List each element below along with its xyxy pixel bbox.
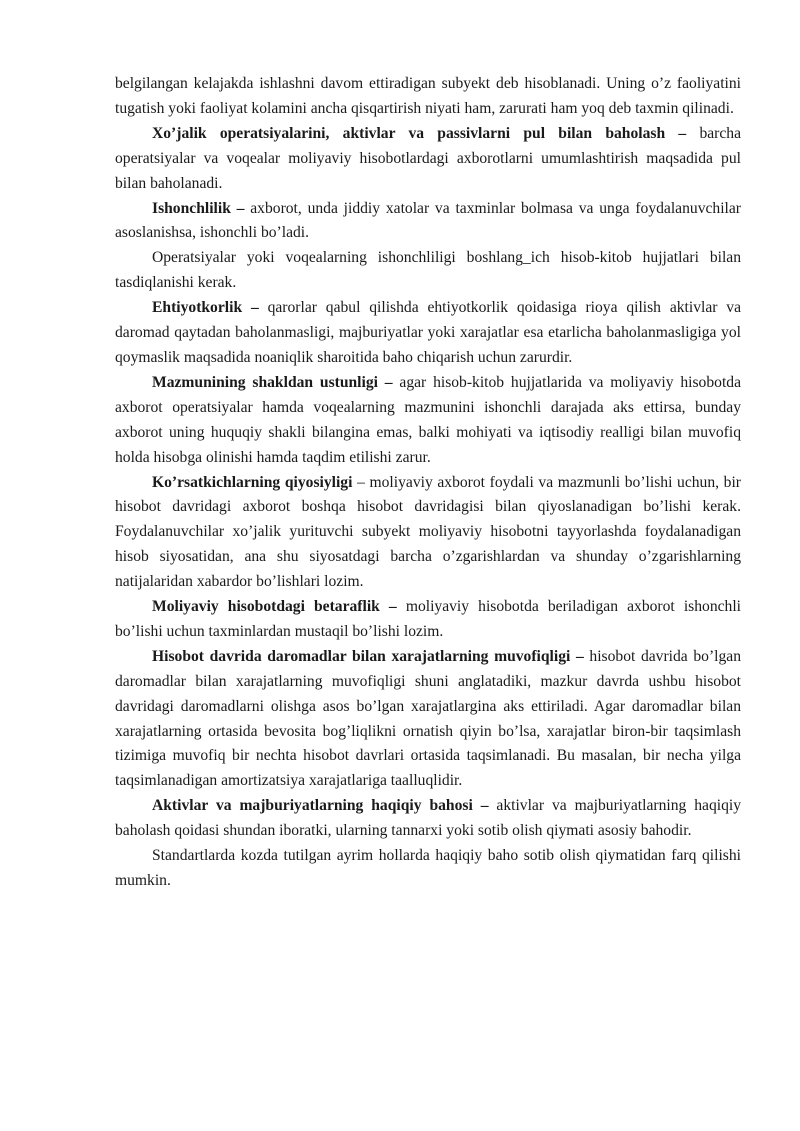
paragraph-text: aktivlar va majburiyatlarning haqiqiy baholash qoidasi shundan iboratki, ularning tannarxi yoki sotib olish qiymati asosiy bahodir.: [115, 797, 741, 840]
paragraph-text: hisobot davrida bo’lgan daromadlar bilan xarajatlarning muvofiqligi shuni anglatadiki, mazkur davrda ushbu hisobot davridagi daromadlarni olishga asos bo’lgan xarajatlargina aks ettiriladi. Agar daromadlar bilan xarajatlarning ortasida bevosita bog’liqlikni ornatish qiyin bo’lsa, xarajatlar biron-bir taqsimlash tizimiga muvofiq bir nechta hisobot davrlari ortasida taqsimlanadi. Bu masalan, bir necha yilga taqsimlanadigan amortizatsiya xarajatlariga taalluqlidir.: [115, 647, 741, 790]
paragraph-text: moliyaviy hisobotda beriladigan axborot ishonchli bo’lishi uchun taxminlardan mustaqil bo’lishi lozim.: [115, 598, 741, 640]
paragraph-continuation: [115, 72, 741, 122]
paragraph-standards-note: [115, 844, 741, 894]
paragraph-term: Aktivlar va majburiyatlarning haqiqiy bahosi –: [152, 797, 489, 815]
paragraph-text: Operatsiyalar yoki voqealarning ishonchliligi boshlang_ich hisob-kitob hujjatlari bilan tasdiqlanishi kerak.: [115, 249, 741, 292]
paragraph-term: Ko’rsatkichlarning qiyosiyligi: [152, 473, 353, 491]
paragraph-neutrality: [115, 595, 741, 645]
paragraph-text: axborot, unda jiddiy xatolar va taxminlar bolmasa va unga foydalanuvchilar asoslanishsa, ishonchli bo’ladi.: [115, 199, 741, 242]
paragraph-term: Ishonchlilik –: [152, 199, 245, 217]
paragraph-term: Mazmunining shakldan ustunligi –: [152, 373, 393, 391]
paragraph-monetary-valuation: [115, 122, 741, 197]
paragraph-text: agar hisob-kitob hujjatlarida va moliyaviy hisobotda axborot operatsiyalar hamda voqealarning mazmunini ishonchli darajada aks ettirsa, bunday axborot uning huquqiy shakli bilangina emas, balki mohiyati va iqtisodiy realligi bilan muvofiq holda hisobga olinishi hamda taqdim etilishi zarur.: [115, 373, 741, 466]
paragraph-term: Moliyaviy hisobotdagi betaraflik –: [152, 598, 397, 616]
paragraph-reliability-documents: [115, 246, 741, 296]
paragraph-text: qarorlar qabul qilishda ehtiyotkorlik qoidasiga rioya qilish aktivlar va daromad qaytadan baholanmasligi, majburiyatlar yoki xarajatlar esa etarlicha baholanmasligiga yol qoymaslik maqsadida noaniqlik sharoitida baho chiqarish uchun zarurdir.: [115, 299, 741, 366]
document-page: [115, 72, 741, 894]
paragraph-text: belgilangan kelajakda ishlashni davom ettiradigan subyekt deb hisoblanadi. Uning o’z faoliyatini tugatish yoki faoliyat kolamini ancha qisqartirish niyati ham, zarurati ham yoq deb taxmin qilinadi.: [115, 75, 741, 117]
paragraph-term: Ehtiyotkorlik –: [152, 299, 259, 317]
paragraph-reliability: [115, 197, 741, 247]
paragraph-comparability: [115, 471, 741, 596]
paragraph-term: Hisobot davrida daromadlar bilan xarajatlarning muvofiqligi –: [152, 647, 584, 665]
paragraph-text: Standartlarda kozda tutilgan ayrim hollarda haqiqiy baho sotib olish qiymatidan farq qilishi mumkin.: [115, 847, 741, 889]
paragraph-prudence: [115, 296, 741, 371]
paragraph-term: Xo’jalik operatsiyalarini, aktivlar va passivlarni pul bilan baholash –: [152, 124, 687, 142]
paragraph-text: barcha operatsiyalar va voqealar moliyaviy hisobotlardagi axborotlarni umumlashtirish maqsadida pul bilan baholanadi.: [115, 124, 742, 192]
paragraph-fair-value: [115, 794, 741, 844]
paragraph-matching: [115, 645, 741, 794]
paragraph-text: – moliyaviy axborot foydali va mazmunli bo’lishi uchun, bir hisobot davridagi axborot boshqa hisobot davridagisi bilan qiyoslanadigan bo’lishi kerak. Foydalanuvchilar xo’jalik yurituvchi subyekt moliyaviy hisobotni tayyorlashda foydalanadigan hisob siyosatidan, ana shu siyosatdagi barcha o’zgarishlardan va shunday o’zgarishlarning natijalaridan xabardor bo’lishlari lozim.: [115, 473, 741, 591]
paragraph-substance-over-form: [115, 371, 741, 471]
